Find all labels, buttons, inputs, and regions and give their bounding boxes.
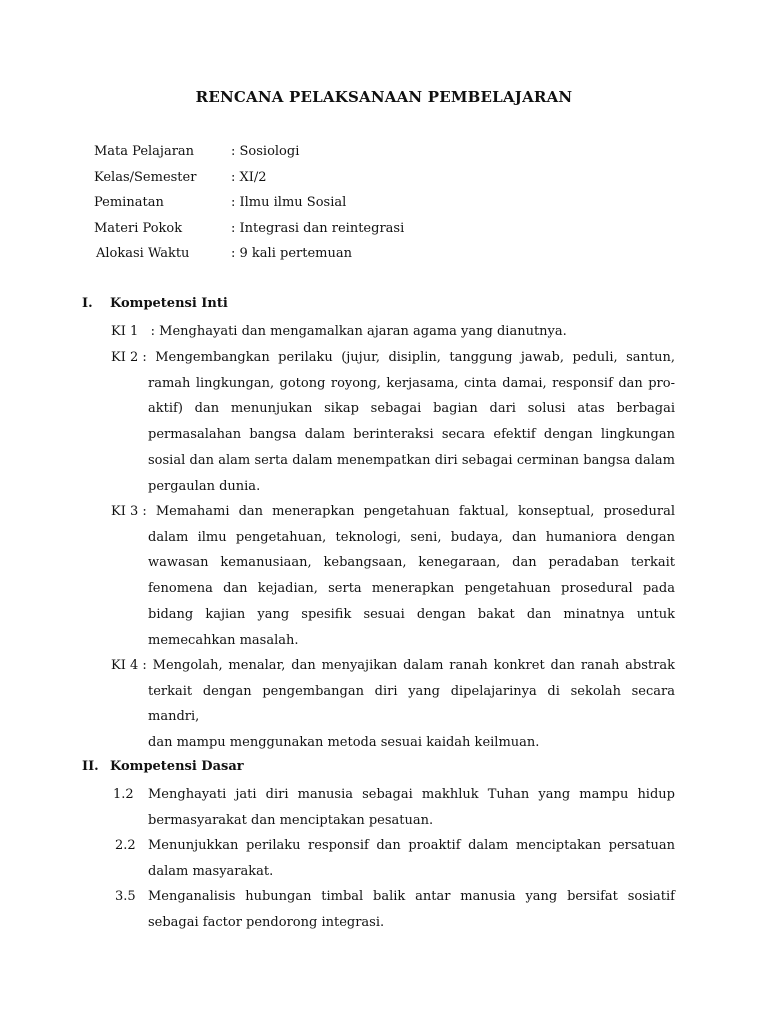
ki-text-line: terkait dengan pengembangan diri yang dipelajarinya di sekolah secara mandri, xyxy=(148,683,675,725)
ki-text-line: wawasan kemanusiaan, kebangsaan, kenegaraan, dan peradaban terkait xyxy=(148,555,675,571)
meta-value: : XI/2 xyxy=(231,169,267,185)
meta-label: Peminatan xyxy=(94,195,164,210)
ki-label: KI 3 xyxy=(111,504,143,519)
ki-text-line: : Mengolah, menalar, dan menyajikan dalam ranah konkret dan ranah abstrak xyxy=(142,658,675,673)
ki-label: KI 2 xyxy=(111,350,143,365)
ki-text-line: fenomena dan kejadian, serta menerapkan pengetahuan prosedural pada xyxy=(148,581,675,597)
meta-row-specialization xyxy=(94,193,404,219)
document-title: RENCANA PELAKSANAAN PEMBELAJARAN xyxy=(195,88,573,106)
ki-text-line: pergaulan dunia. xyxy=(148,478,261,494)
kd-number: 3.5 xyxy=(115,889,136,904)
meta-value: : Integrasi dan reintegrasi xyxy=(231,220,405,236)
meta-label: Kelas/Semester xyxy=(94,169,197,185)
meta-label: Alokasi Waktu xyxy=(96,246,190,261)
meta-value: : 9 kali pertemuan xyxy=(231,246,352,261)
meta-row-topic xyxy=(94,219,404,245)
section-heading-kompetensi-dasar xyxy=(82,759,244,774)
ki-2 xyxy=(111,345,675,499)
ki-3 xyxy=(111,499,675,653)
ki-label: KI 4 xyxy=(111,658,143,673)
ki-text-line: bidang kajian yang spesifik sesuai dengan bakat dan minatnya untuk xyxy=(148,606,675,622)
meta-label: Mata Pelajaran xyxy=(94,144,195,159)
kd-text-line: Menunjukkan perilaku responsif dan proaktif dalam menciptakan persatuan xyxy=(148,838,675,853)
section-title: Kompetensi Dasar xyxy=(110,759,244,774)
ki-text-line: : Memahami dan menerapkan pengetahuan faktual, konseptual, prosedural xyxy=(142,504,675,519)
ki-text-line: dalam ilmu pengetahuan, teknologi, seni, budaya, dan humaniora dengan xyxy=(148,529,675,545)
meta-table xyxy=(94,142,404,270)
kd-number: 2.2 xyxy=(115,838,136,853)
meta-row-subject xyxy=(94,142,404,168)
meta-row-class xyxy=(94,168,404,194)
meta-value: : Sosiologi xyxy=(231,144,300,159)
kd-text-line: dalam masyarakat. xyxy=(148,863,274,879)
ki-text-line: permasalahan bangsa dalam berinteraksi secara efektif dengan lingkungan xyxy=(148,427,675,443)
meta-label: Materi Pokok xyxy=(94,220,183,236)
kd-item xyxy=(111,884,675,935)
ki-text-line: ramah lingkungan, gotong royong, kerjasama, cinta damai, responsif dan pro- xyxy=(148,375,675,391)
kd-text-line: bermasyarakat dan menciptakan pesatuan. xyxy=(148,812,434,828)
ki-1 xyxy=(111,319,675,345)
ki-text-line: : Menghayati dan mengamalkan ajaran agama yang dianutnya. xyxy=(150,324,567,339)
ki-text-line: sosial dan alam serta dalam menempatkan diri sebagai cerminan bangsa dalam xyxy=(148,452,675,468)
kd-text-line: sebagai factor pendorong integrasi. xyxy=(148,914,385,930)
section-title: Kompetensi Inti xyxy=(110,296,228,311)
section-heading-kompetensi-inti xyxy=(82,296,228,311)
kd-item xyxy=(111,833,675,884)
ki-text-line: memecahkan masalah. xyxy=(148,632,299,648)
ki-4 xyxy=(111,653,675,756)
ki-text-line: dan mampu menggunakan metoda sesuai kaidah keilmuan. xyxy=(148,735,540,751)
ki-text-line: : Mengembangkan perilaku (jujur, disiplin, tanggung jawab, peduli, santun, xyxy=(142,350,675,365)
kd-text-line: Menghayati jati diri manusia sebagai makhluk Tuhan yang mampu hidup xyxy=(148,787,675,802)
section-number: II. xyxy=(82,759,99,774)
kd-item xyxy=(111,782,675,833)
meta-row-time xyxy=(94,244,404,270)
kd-number: 1.2 xyxy=(113,787,134,802)
meta-value: : Ilmu ilmu Sosial xyxy=(231,195,347,210)
ki-text-line: aktif) dan menunjukan sikap sebagai bagian dari solusi atas berbagai xyxy=(148,401,675,417)
ki-label: KI 1 xyxy=(111,324,151,339)
section-number: I. xyxy=(82,296,93,311)
kd-text-line: Menganalisis hubungan timbal balik antar manusia yang bersifat sosiatif xyxy=(148,889,675,904)
